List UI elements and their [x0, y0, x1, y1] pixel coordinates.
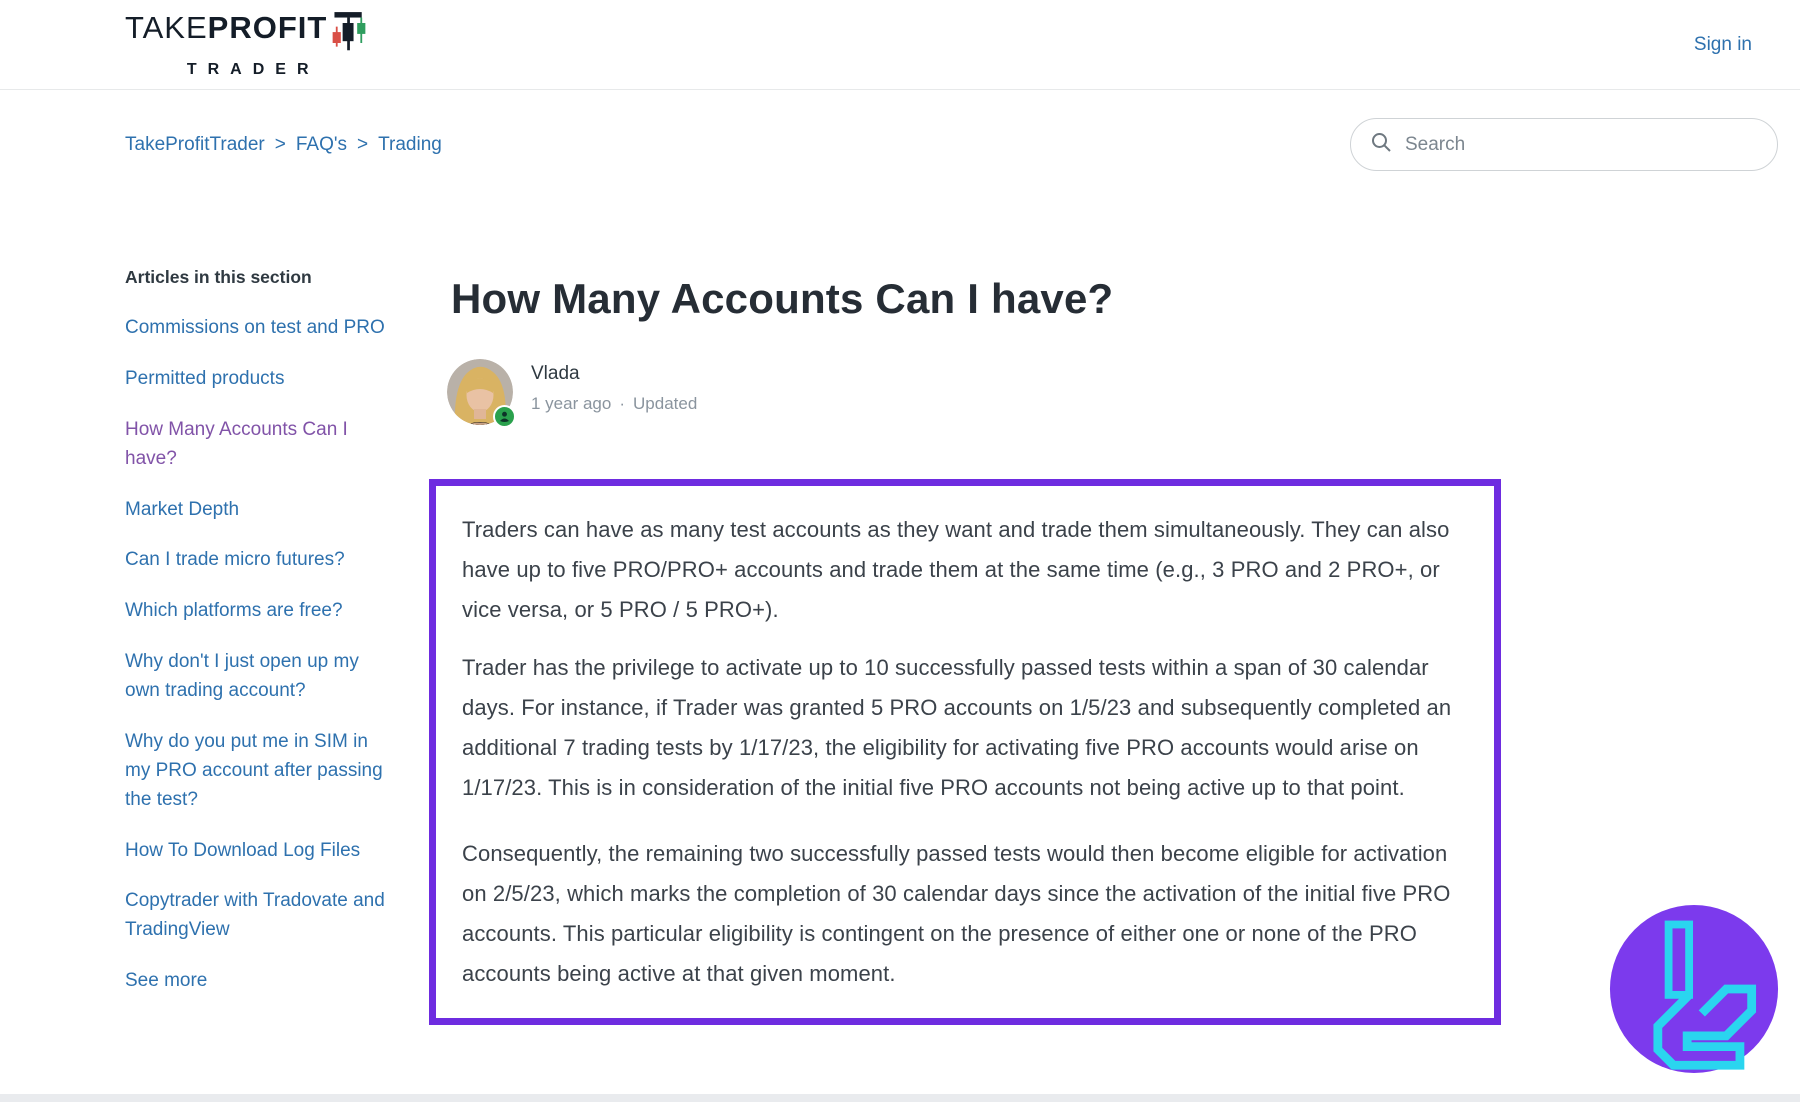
agent-badge-icon: [493, 405, 516, 428]
page-bottom-strip: [0, 1094, 1800, 1102]
logo-wordmark: [125, 10, 369, 59]
author-meta: [531, 394, 697, 414]
logo-text-take: TAKE: [125, 10, 208, 45]
page-title: How Many Accounts Can I have?: [451, 275, 1114, 322]
breadcrumb-link-faqs[interactable]: FAQ's: [295, 133, 347, 155]
breadcrumb-separator: >: [274, 133, 286, 155]
search-icon: [1369, 130, 1393, 159]
breadcrumb-search-row: [0, 118, 1800, 171]
breadcrumb-link-home[interactable]: TakeProfitTrader: [125, 133, 265, 155]
logo-text-profit: PROFIT: [207, 10, 328, 45]
candlestick-icon: [329, 12, 369, 59]
see-more-link[interactable]: See more: [125, 970, 208, 992]
search-input[interactable]: [1405, 134, 1759, 156]
author-row: [429, 359, 1507, 425]
site-header: [0, 0, 1800, 90]
sidebar-item-sim-pro-account[interactable]: Why do you put me in SIM in my PRO account after passing the test?: [125, 730, 383, 810]
author-meta-status: Updated: [633, 394, 698, 413]
sidebar-item-market-depth[interactable]: Market Depth: [125, 498, 240, 520]
sidebar-item-how-many-accounts[interactable]: How Many Accounts Can I have?: [125, 418, 348, 469]
author-meta-time: 1 year ago: [531, 394, 612, 413]
highlighted-answer-box: [429, 479, 1501, 1025]
sidebar-item-micro-futures[interactable]: Can I trade micro futures?: [125, 549, 345, 571]
breadcrumb-separator: >: [357, 133, 369, 155]
sidebar-item-download-log-files[interactable]: How To Download Log Files: [125, 839, 361, 861]
sidebar-item-own-trading-account[interactable]: Why don't I just open up my own trading account?: [125, 651, 359, 701]
sidebar-item-permitted-products[interactable]: Permitted products: [125, 367, 285, 389]
author-name: Vlada: [531, 363, 580, 384]
article-paragraph: Traders can have as many test accounts as they want and trade them simultaneously. They can also have up to five PRO/PRO+ accounts and trade them at the same time (e.g., 3 PRO and 2 PRO+, or vice versa, or 5 PRO / 5 PRO+).: [462, 517, 1450, 622]
sidebar-item-platforms-free[interactable]: Which platforms are free?: [125, 600, 343, 622]
sidebar-item-copytrader[interactable]: Copytrader with Tradovate and TradingView: [125, 890, 385, 941]
breadcrumb-link-trading[interactable]: Trading: [378, 133, 442, 155]
author-avatar: [447, 359, 513, 425]
article: [429, 267, 1507, 1025]
breadcrumb: [125, 134, 442, 156]
author-info: [531, 359, 697, 414]
logo-text-trader: TRADER: [186, 61, 320, 78]
content-area: [0, 267, 1800, 1025]
sidebar-item-commissions[interactable]: Commissions on test and PRO: [125, 317, 385, 338]
takeprofit-logo[interactable]: [125, 10, 369, 79]
article-paragraph: Trader has the privilege to activate up to 10 successfully passed tests within a span of 30 calendar days. For instance, if Trader was granted 5 PRO accounts on 1/5/23 and subsequently completed an additional 7 trading tests by 1/17/23, the eligibility for activating five PRO accounts would arise on 1/17/23. This is in consideration of the initial five PRO accounts not being active up to that point.: [462, 655, 1452, 800]
sign-in-link[interactable]: Sign in: [1693, 33, 1752, 55]
section-nav-heading: Articles in this section: [125, 267, 312, 287]
author-meta-separator: ·: [619, 394, 626, 413]
search-box[interactable]: [1350, 118, 1778, 171]
section-nav: [125, 267, 393, 1018]
article-paragraph: Consequently, the remaining two successfully passed tests would then become eligible for activation on 2/5/23, which marks the completion of 30 calendar days since the activation of the initial five PRO accounts. This particular eligibility is contingent on the presence of either one or none of the PRO accounts being active at that given moment.: [462, 841, 1451, 986]
tc-logo-icon: [1608, 903, 1780, 1075]
